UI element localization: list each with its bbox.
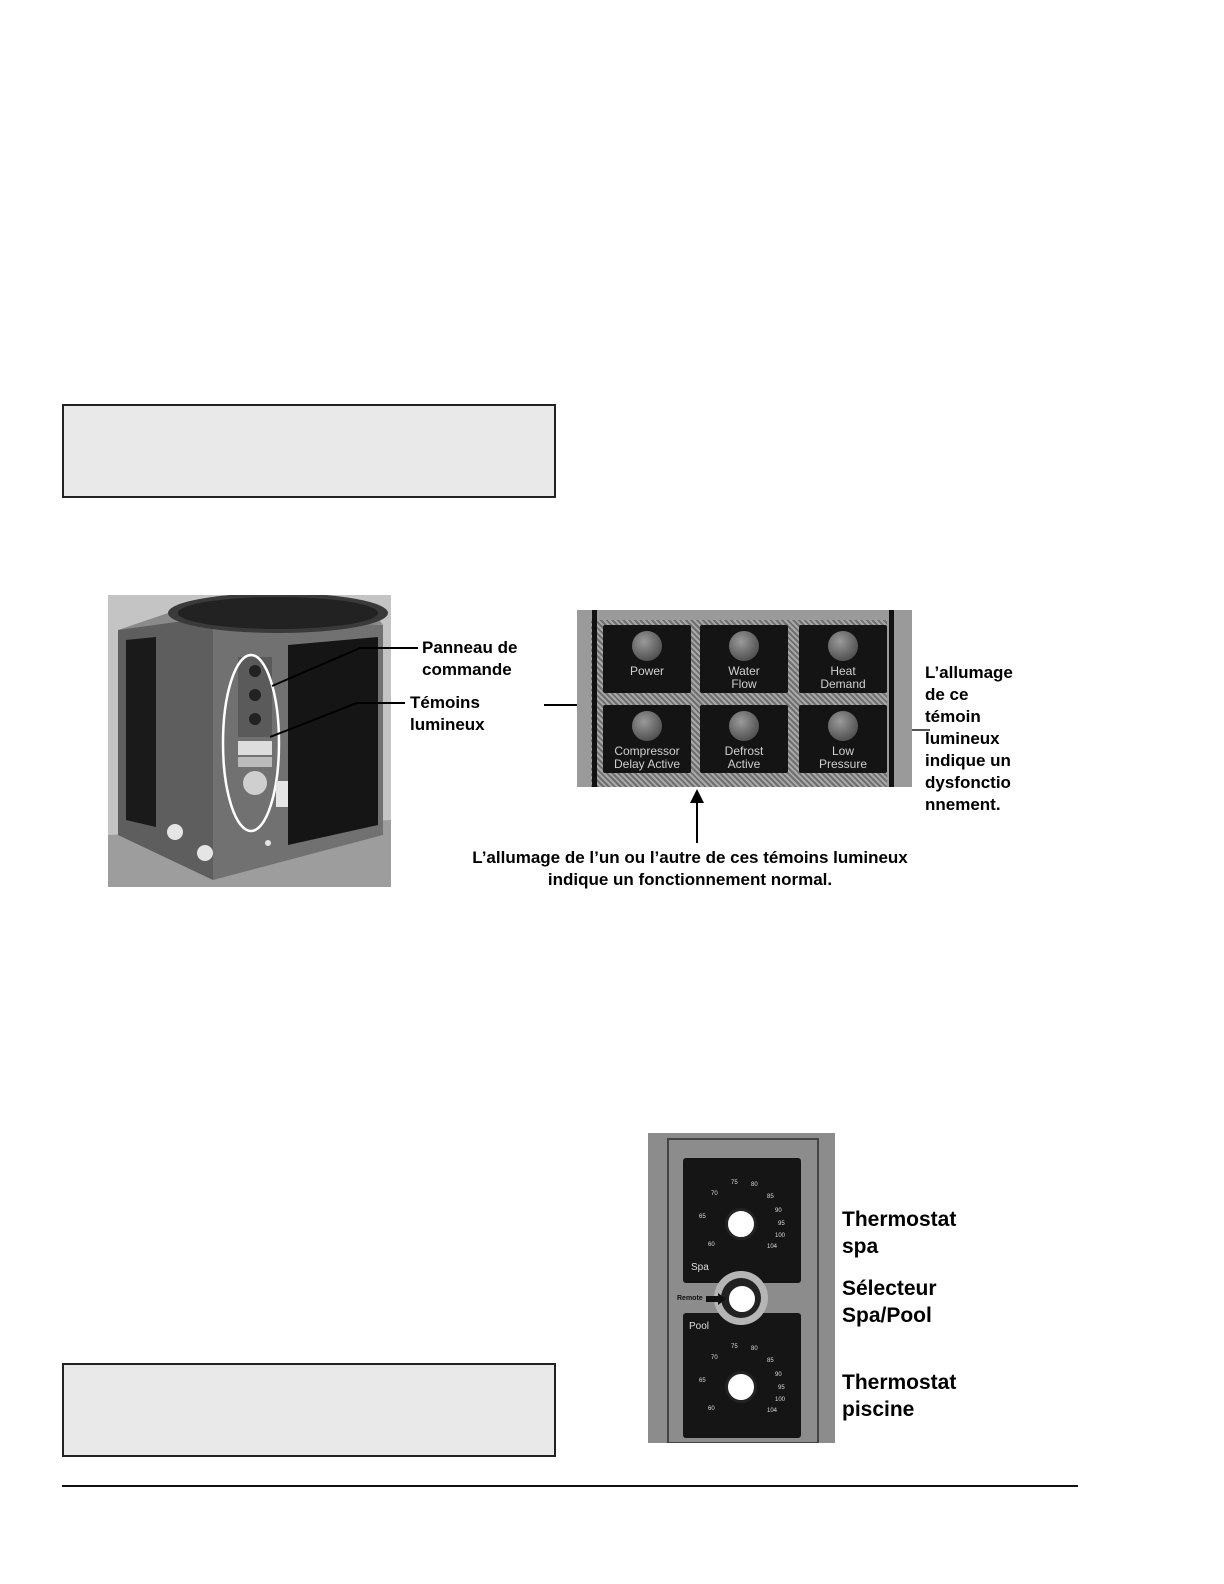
- spa-thermostat-box: [683, 1158, 801, 1283]
- callout-spa-thermostat: [842, 1206, 956, 1260]
- led-label: Delay Active: [613, 757, 681, 771]
- scale-mark: 85: [767, 1358, 774, 1364]
- led-label: Power: [629, 664, 664, 678]
- callout-line: spa: [842, 1235, 879, 1258]
- led-label: Defrost: [724, 744, 764, 758]
- scale-mark: 104: [767, 1408, 778, 1414]
- pool-label: Pool: [689, 1321, 710, 1332]
- scale-mark: 90: [775, 1208, 782, 1214]
- callout-line: lumineux: [925, 729, 1000, 748]
- spa-thermostat-knob[interactable]: [725, 1208, 757, 1240]
- scale-mark: 70: [711, 1355, 718, 1361]
- scale-mark: 60: [708, 1406, 715, 1412]
- led-label: Heat: [830, 664, 856, 678]
- scale-mark: 100: [775, 1397, 786, 1403]
- scale-mark: 70: [711, 1191, 718, 1197]
- callout-control-panel: [422, 637, 517, 681]
- compressor-delay-led-icon: [632, 711, 662, 741]
- scale-mark: 60: [708, 1242, 715, 1248]
- callout-line: Témoins: [410, 693, 480, 712]
- pool-thermostat-box: [683, 1313, 801, 1438]
- callout-line: de ce: [925, 685, 969, 704]
- scale-mark: 104: [767, 1244, 778, 1250]
- low-pressure-led-icon: [828, 711, 858, 741]
- led-heat-demand: [799, 625, 887, 693]
- spa-label: Spa: [691, 1262, 709, 1273]
- led-label: Active: [727, 757, 761, 771]
- scale-mark: 80: [751, 1346, 758, 1352]
- power-led-icon: [632, 631, 662, 661]
- callout-line: Spa/Pool: [842, 1304, 932, 1327]
- callout-line: indique un: [925, 751, 1011, 770]
- pool-thermostat-knob[interactable]: [725, 1371, 757, 1403]
- defrost-led-icon: [729, 711, 759, 741]
- caption-normal-operation: [440, 847, 940, 891]
- led-defrost-active: [700, 705, 788, 773]
- callout-line: nnement.: [925, 795, 1001, 814]
- callout-line: lumineux: [410, 715, 485, 734]
- scale-mark: 90: [775, 1372, 782, 1378]
- remote-arrow-icon: [706, 1293, 726, 1305]
- callout-line: dysfonctio: [925, 773, 1011, 792]
- remote-label: Remote: [677, 1295, 703, 1302]
- led-label: Low: [831, 744, 854, 758]
- led-low-pressure: [799, 705, 887, 773]
- callout-line: commande: [422, 660, 512, 679]
- thermostat-panel: [648, 1133, 835, 1443]
- scale-mark: 65: [699, 1214, 706, 1220]
- water-flow-led-icon: [729, 631, 759, 661]
- callout-line: piscine: [842, 1398, 915, 1421]
- led-water-flow: [700, 625, 788, 693]
- callout-line: Thermostat: [842, 1371, 957, 1394]
- led-power: [603, 625, 691, 693]
- callout-spa-pool-selector: [842, 1275, 937, 1329]
- caption-line: indique un fonctionnement normal.: [547, 870, 833, 889]
- callout-pool-thermostat: [842, 1369, 956, 1423]
- led-label: Compressor: [614, 744, 680, 758]
- spa-pool-selector-knob[interactable]: [726, 1283, 758, 1315]
- callout-line: Sélecteur: [842, 1277, 937, 1300]
- scale-mark: 95: [778, 1385, 785, 1391]
- scale-mark: 85: [767, 1194, 774, 1200]
- scale-mark: 80: [751, 1182, 758, 1188]
- callout-indicator-lights: [410, 692, 485, 736]
- led-label: Pressure: [818, 757, 868, 771]
- led-indicator-panel: [577, 610, 912, 787]
- scale-mark: 75: [731, 1180, 738, 1186]
- callout-line: témoin: [925, 707, 981, 726]
- led-label: Water: [728, 664, 760, 678]
- footer-rule: [62, 1485, 1078, 1487]
- scale-mark: 95: [778, 1221, 785, 1227]
- scale-mark: 100: [775, 1233, 786, 1239]
- callout-line: Thermostat: [842, 1208, 957, 1231]
- caption-line: L’allumage de l’un ou l’autre de ces témoins lumineux: [472, 848, 908, 867]
- callout-line: L’allumage: [925, 663, 1013, 682]
- led-label: Demand: [820, 677, 866, 691]
- heat-demand-led-icon: [828, 631, 858, 661]
- callout-line: Panneau de: [422, 638, 518, 657]
- scale-mark: 75: [731, 1344, 738, 1350]
- callout-malfunction: [925, 662, 1013, 816]
- led-compressor-delay: [603, 705, 691, 773]
- led-label: Flow: [731, 677, 757, 691]
- scale-mark: 65: [699, 1378, 706, 1384]
